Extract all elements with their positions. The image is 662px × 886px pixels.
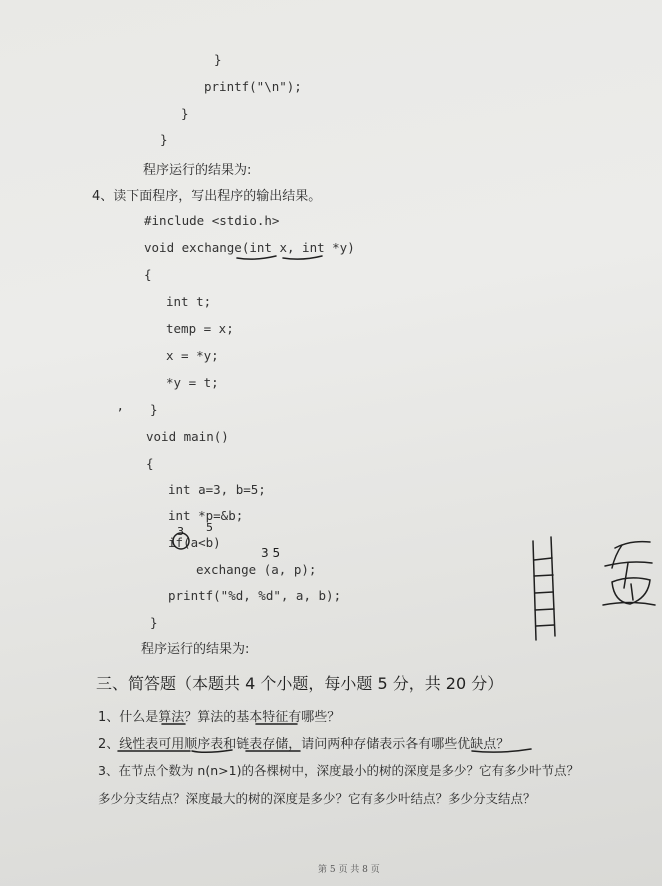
circle-mark bbox=[173, 533, 189, 549]
question-item: 2、线性表可用顺序表和链表存储，请问两种存储表示各有哪些优缺点？ bbox=[98, 737, 510, 752]
code-line: void exchange(int x, int *y) bbox=[144, 240, 355, 255]
handwritten-note: 3 bbox=[177, 525, 184, 538]
code-line: int a=3, b=5; bbox=[168, 482, 266, 497]
underline-mark bbox=[237, 256, 276, 259]
code-line: exchange (a, p); bbox=[196, 562, 317, 577]
handwritten-note: 5 bbox=[206, 521, 213, 534]
question-item: 1、什么是算法？算法的基本特征有哪些？ bbox=[98, 710, 341, 725]
handwritten-note: 3 5 bbox=[261, 546, 281, 560]
underline-mark bbox=[283, 256, 322, 259]
stack-drawing bbox=[533, 537, 555, 640]
code-line: temp = x; bbox=[166, 321, 234, 336]
code-line: { bbox=[146, 456, 154, 471]
code-line: printf("%d, %d", a, b); bbox=[168, 588, 342, 603]
question-item: 3、在节点个数为 n(n>1)的各棵树中，深度最小的树的深度是多少？它有多少叶节点？ bbox=[98, 763, 579, 778]
code-line: } bbox=[150, 402, 158, 417]
code-line: { bbox=[144, 267, 152, 282]
code-line: } bbox=[160, 132, 168, 147]
question-item: 多少分支结点？深度最大的树的深度是多少？它有多少叶结点？多少分支结点？ bbox=[98, 791, 536, 806]
code-line: if(a<b) bbox=[168, 535, 221, 550]
code-line: int t; bbox=[166, 294, 212, 309]
section-3-title: 三、简答题（本题共 4 个小题，每小题 5 分，共 20 分） bbox=[96, 674, 504, 693]
underline-mark bbox=[472, 749, 531, 752]
code-line: } bbox=[214, 52, 222, 67]
scribble-mark bbox=[603, 542, 655, 605]
code-line: #include <stdio.h> bbox=[144, 213, 280, 228]
underline-mark bbox=[192, 750, 232, 752]
result-label: 程序运行的结果为: bbox=[141, 642, 250, 657]
stray-mark: , bbox=[118, 398, 123, 414]
code-line: int *p=&b; bbox=[168, 508, 244, 523]
code-line: void main() bbox=[146, 429, 229, 444]
code-line: x = *y; bbox=[166, 348, 219, 363]
page-footer: 第 5 页 共 8 页 bbox=[318, 865, 380, 875]
code-line: printf("\n"); bbox=[204, 79, 302, 94]
result-label: 程序运行的结果为: bbox=[143, 163, 252, 178]
question-4-title: 4、读下面程序，写出程序的输出结果。 bbox=[92, 189, 322, 204]
code-line: } bbox=[150, 615, 158, 630]
code-line: *y = t; bbox=[166, 375, 219, 390]
code-line: } bbox=[181, 106, 189, 121]
